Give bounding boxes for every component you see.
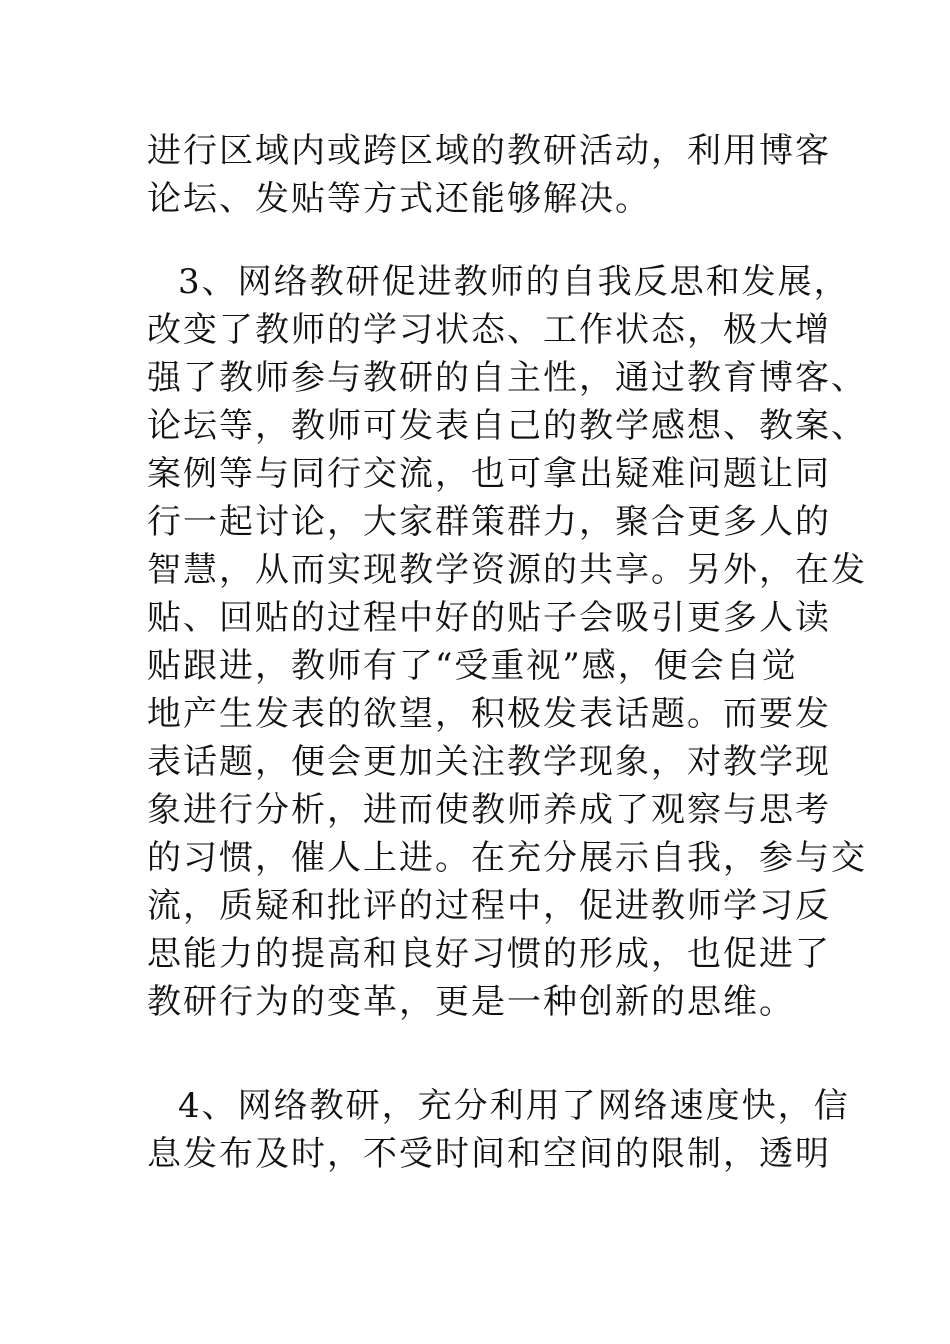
text-line: 论坛等，教师可发表自己的教学感想、教案、 <box>147 406 867 446</box>
text-line: 案例等与同行交流，也可拿出疑难问题让同 <box>147 454 831 494</box>
text-line: 贴跟进，教师有了“受重视”感，便会自觉 <box>147 646 798 686</box>
text-line: 行一起讨论，大家群策群力，聚合更多人的 <box>147 502 831 542</box>
text-line: 进行区域内或跨区域的教研活动，利用博客 <box>147 131 831 171</box>
text-line: 论坛、发贴等方式还能够解决。 <box>147 179 651 219</box>
text-line: 强了教师参与教研的自主性，通过教育博客、 <box>147 358 867 398</box>
text-line: 地产生发表的欲望，积极发表话题。而要发 <box>147 694 831 734</box>
text-line: 的习惯，催人上进。在充分展示自我，参与交 <box>147 838 867 878</box>
text-line: 贴、回贴的过程中好的贴子会吸引更多人读 <box>147 598 831 638</box>
text-line: 流，质疑和批评的过程中，促进教师学习反 <box>147 886 831 926</box>
text-line: 教研行为的变革，更是一种创新的思维。 <box>147 982 795 1022</box>
text-line: 改变了教师的学习状态、工作状态，极大增 <box>147 310 831 350</box>
text-line: 象进行分析，进而使教师养成了观察与思考 <box>147 790 831 830</box>
text-line: 息发布及时，不受时间和空间的限制，透明 <box>147 1134 831 1174</box>
text-line: 3、网络教研促进教师的自我反思和发展， <box>178 262 850 302</box>
text-line: 智慧，从而实现教学资源的共享。另外，在发 <box>147 550 867 590</box>
text-line: 表话题，便会更加关注教学现象，对教学现 <box>147 742 831 782</box>
text-line: 4、网络教研，充分利用了网络速度快，信 <box>178 1086 850 1126</box>
text-line: 思能力的提高和良好习惯的形成，也促进了 <box>147 934 831 974</box>
